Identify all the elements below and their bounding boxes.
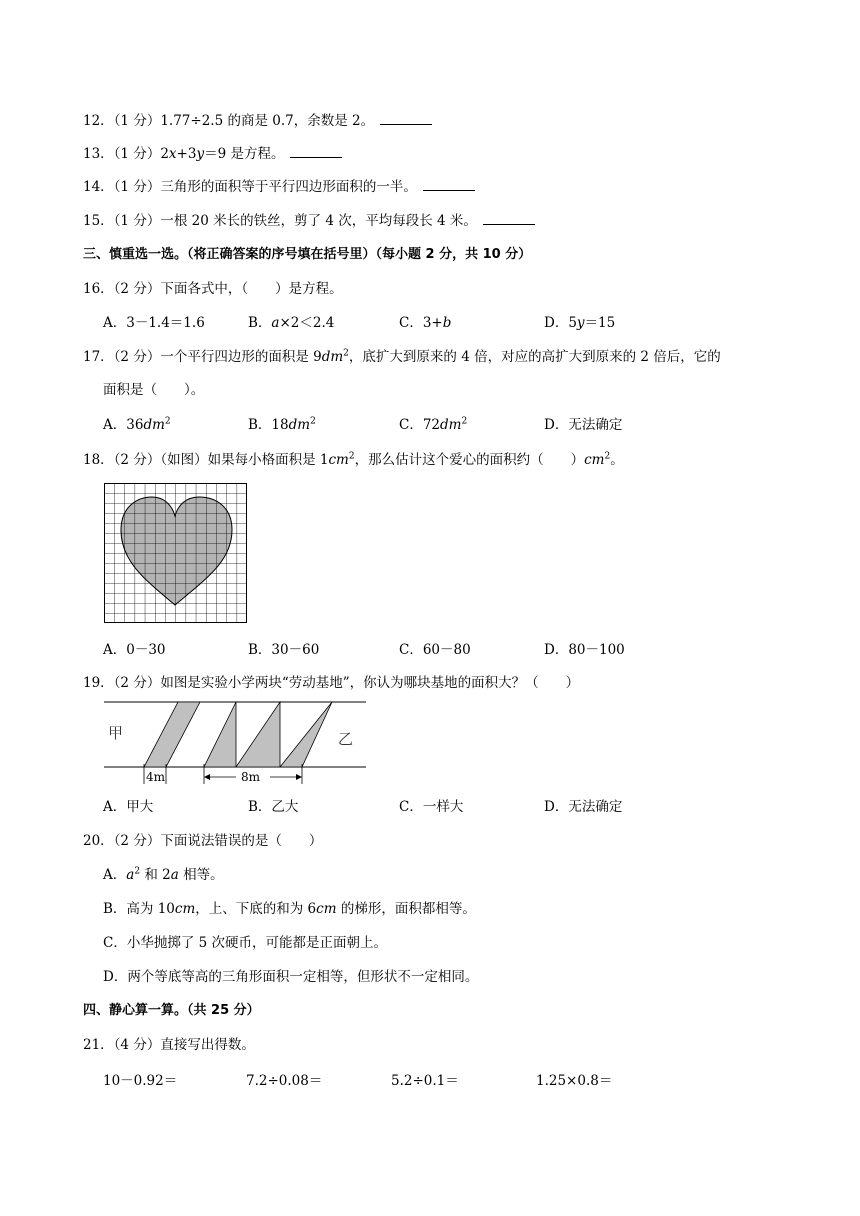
q-text: 下面各式中，（ ）是方程。 — [160, 281, 343, 297]
triangle-yi-2 — [236, 702, 280, 767]
question-20 — [83, 831, 322, 851]
exponent: 2 — [604, 451, 611, 462]
q20-option-c[interactable]: C．小华抛掷了 5 次硬币，可能都是正面朝上。 — [103, 935, 388, 951]
exponent: 2 — [310, 416, 316, 427]
question-12 — [83, 110, 432, 131]
unit: dm — [288, 417, 311, 433]
unit: cm — [328, 452, 349, 468]
exponent: 2 — [348, 451, 355, 462]
option-d[interactable]: D．80－100 — [544, 642, 625, 658]
dim-8m: 8m — [241, 770, 261, 784]
option-c[interactable] — [399, 415, 467, 435]
var: a — [126, 867, 135, 883]
q-number: 12． — [83, 113, 114, 129]
unit: dm — [321, 349, 344, 365]
question-21 — [83, 1035, 255, 1055]
expression-2: 7.2÷0.08＝ — [246, 1073, 323, 1089]
q-score: （1 分） — [113, 179, 161, 195]
var: b — [442, 315, 452, 331]
q-number: 13． — [83, 146, 114, 162]
q-text: 下面说法错误的是（ ） — [160, 833, 323, 849]
option-d[interactable] — [544, 313, 615, 333]
q-text: +3 — [176, 146, 197, 162]
triangle-yi-3 — [280, 702, 332, 767]
option-b[interactable]: B．30－60 — [248, 642, 320, 658]
opt-text: B．高为 10 — [103, 901, 175, 917]
q-text: 。 — [610, 452, 624, 468]
q-number: 14． — [83, 179, 114, 195]
opt-text: C．72 — [399, 417, 441, 433]
question-14 — [83, 176, 475, 197]
q20-option-b[interactable] — [103, 899, 476, 919]
opt-label: B． — [248, 315, 272, 331]
option-c[interactable]: C．一样大 — [399, 799, 464, 815]
var: a — [271, 315, 280, 331]
option-a[interactable] — [103, 415, 171, 435]
expression-1: 10－0.92＝ — [103, 1073, 178, 1089]
q-text: ＝9 是方程。 — [204, 146, 285, 162]
var: y — [576, 315, 585, 331]
expression-4: 1.25×0.8＝ — [536, 1073, 613, 1089]
question-19 — [83, 673, 579, 693]
land-plots-figure — [100, 698, 370, 788]
opt-text: 的梯形，面积都相等。 — [336, 901, 476, 917]
q-score: （1 分） — [113, 213, 161, 229]
q-text: 直接写出得数。 — [160, 1037, 255, 1053]
label-yi: 乙 — [338, 730, 354, 748]
exponent: 2 — [164, 416, 171, 427]
question-13 — [83, 143, 342, 164]
q-score: （2 分） — [113, 675, 161, 691]
option-c[interactable]: C．60－80 — [399, 642, 471, 658]
exponent: 2 — [461, 416, 468, 427]
q-number: 20． — [83, 833, 114, 849]
q-score: （1 分） — [113, 146, 161, 162]
option-d[interactable]: D．无法确定 — [544, 799, 623, 815]
option-d[interactable]: D．无法确定 — [544, 417, 623, 433]
question-17 — [83, 347, 721, 367]
opt-text: B．18 — [248, 417, 289, 433]
q-text: 一个平行四边形的面积是 9 — [160, 349, 322, 365]
parallelogram-jia — [144, 702, 200, 767]
option-a[interactable]: A．3－1.4＝1.6 — [103, 315, 205, 331]
opt-text: A．36 — [103, 417, 144, 433]
q-text: 2 — [160, 146, 169, 162]
q-text: 三角形的面积等于平行四边形面积的一半。 — [160, 179, 417, 195]
q-text: ，底扩大到原来的 4 倍，对应的高扩大到原来的 2 倍后，它的 — [348, 349, 721, 365]
opt-text: 相等。 — [178, 867, 224, 883]
option-a[interactable]: A．甲大 — [103, 799, 154, 815]
q20-option-d[interactable]: D．两个等底等高的三角形面积一定相等，但形状不一定相同。 — [103, 969, 479, 985]
heart-grid-figure — [104, 483, 247, 623]
q-text: 1.77÷2.5 的商是 0.7，余数是 2。 — [160, 113, 375, 129]
opt-text: ×2＜2.4 — [279, 315, 335, 331]
exponent: 2 — [343, 348, 349, 359]
q-score: （2 分） — [113, 833, 161, 849]
q-number: 18． — [83, 452, 114, 468]
q-score: （2 分） — [113, 349, 161, 365]
q-score: （2 分） — [113, 281, 161, 297]
dim-4m: 4m — [146, 770, 166, 784]
q-score: （4 分） — [113, 1037, 161, 1053]
q-number: 19． — [83, 675, 114, 691]
opt-label: A． — [103, 867, 127, 883]
opt-text: 和 2 — [140, 867, 171, 883]
option-b[interactable] — [248, 415, 316, 435]
var: a — [170, 867, 179, 883]
q-text: （如图）如果每小格面积是 1 — [160, 452, 329, 468]
question-15 — [83, 210, 535, 231]
triangle-yi-1 — [204, 702, 236, 767]
answer-blank[interactable] — [483, 210, 535, 225]
q-number: 15． — [83, 213, 114, 229]
q-number: 21． — [83, 1037, 114, 1053]
option-c[interactable] — [399, 313, 451, 333]
q-text: 一根 20 米长的铁丝，剪了 4 次，平均每段长 4 米。 — [160, 213, 477, 229]
q20-option-a[interactable] — [103, 865, 224, 885]
question-16 — [83, 279, 343, 299]
q-score: （1 分） — [113, 113, 161, 129]
section-4-heading: 四、静心算一算。（共 25 分） — [83, 1003, 260, 1018]
q-text: 如图是实验小学两块“劳动基地”，你认为哪块基地的面积大？（ ） — [160, 675, 580, 691]
answer-blank[interactable] — [423, 176, 475, 191]
answer-blank[interactable] — [380, 110, 432, 125]
q-number: 16． — [83, 281, 114, 297]
question-18 — [83, 450, 624, 470]
answer-blank[interactable] — [290, 143, 342, 158]
expression-3: 5.2÷0.1＝ — [391, 1073, 459, 1089]
opt-text: ，上、下底的和为 6 — [195, 901, 317, 917]
opt-label: D．5 — [544, 315, 577, 331]
q-text: ，那么估计这个爱心的面积约（ ） — [354, 452, 585, 468]
unit: cm — [584, 452, 605, 468]
unit: cm — [316, 901, 337, 917]
unit: dm — [440, 417, 462, 433]
unit: cm — [174, 901, 196, 917]
option-b[interactable] — [248, 313, 334, 333]
option-a[interactable]: A．0－30 — [103, 642, 166, 658]
q-score: （2 分） — [113, 452, 161, 468]
var-y: y — [196, 146, 205, 162]
opt-label: C．3+ — [399, 315, 443, 331]
option-b[interactable]: B．乙大 — [248, 799, 299, 815]
opt-text: ＝15 — [584, 315, 616, 331]
unit: dm — [143, 417, 165, 433]
var-x: x — [168, 146, 177, 162]
label-jia: 甲 — [108, 724, 124, 742]
q-number: 17． — [83, 349, 114, 365]
exponent: 2 — [134, 866, 141, 877]
section-3-heading: 三、慎重选一选。（将正确答案的序号填在括号里）（每小题 2 分，共 10 分） — [83, 247, 532, 262]
question-17-line2: 面积是（ ）。 — [103, 382, 205, 398]
